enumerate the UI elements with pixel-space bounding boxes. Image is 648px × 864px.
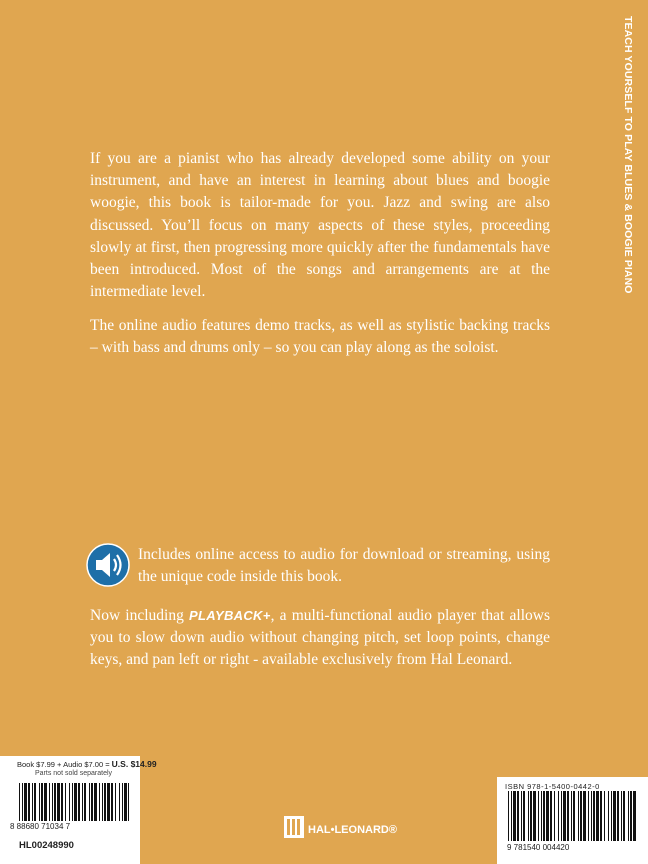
description-paragraph-2: The online audio features demo tracks, as well as stylistic backing tracks – with bass and drums only – so you can play along as the soloist. — [90, 317, 550, 357]
upc-barcode — [19, 783, 129, 821]
audio-access-note: Includes online access to audio for download or streaming, using the unique code inside this book. — [138, 546, 550, 586]
isbn-text: ISBN 978-1-5400-0442-0 — [505, 782, 600, 791]
isbn-barcode — [508, 791, 636, 841]
description-paragraph-1: If you are a pianist who has already developed some ability on your instrument, and have an interest in learning about blues and boogie woogie, this book is tailor-made for you. Jazz and swing are also discussed. You’ll focus on many aspects of these styles, proceeding slowly at first, then progressing more quickly after the fundamentals have been introduced. Most of the songs and arrangements are at the intermediate level. — [90, 150, 550, 301]
svg-text:HAL•LEONARD®: HAL•LEONARD® — [308, 824, 397, 836]
not-sold-note: Parts not sold separately — [35, 770, 113, 777]
price-line: Book $7.99 + Audio $7.00 = U.S. $14.99 — [17, 759, 157, 769]
isbn-barcode-number: 9 781540 004420 — [507, 843, 570, 852]
upc-number: 8 88680 71034 7 — [10, 822, 71, 831]
playback-logo: PLAYBACK+ — [189, 608, 271, 623]
catalog-code: HL00248990 — [19, 840, 74, 851]
hal-leonard-logo — [284, 814, 409, 842]
playback-paragraph: Now including PLAYBACK+, a multi-functional audio player that allows you to slow down audio without changing pitch, set loop points, change keys, and pan left or right - available exclusively from Hal Leonard. — [90, 607, 551, 669]
speaker-icon — [86, 543, 130, 587]
spine-title: TEACH YOURSELF TO PLAY BLUES & BOOGIE PIANO — [622, 16, 634, 294]
